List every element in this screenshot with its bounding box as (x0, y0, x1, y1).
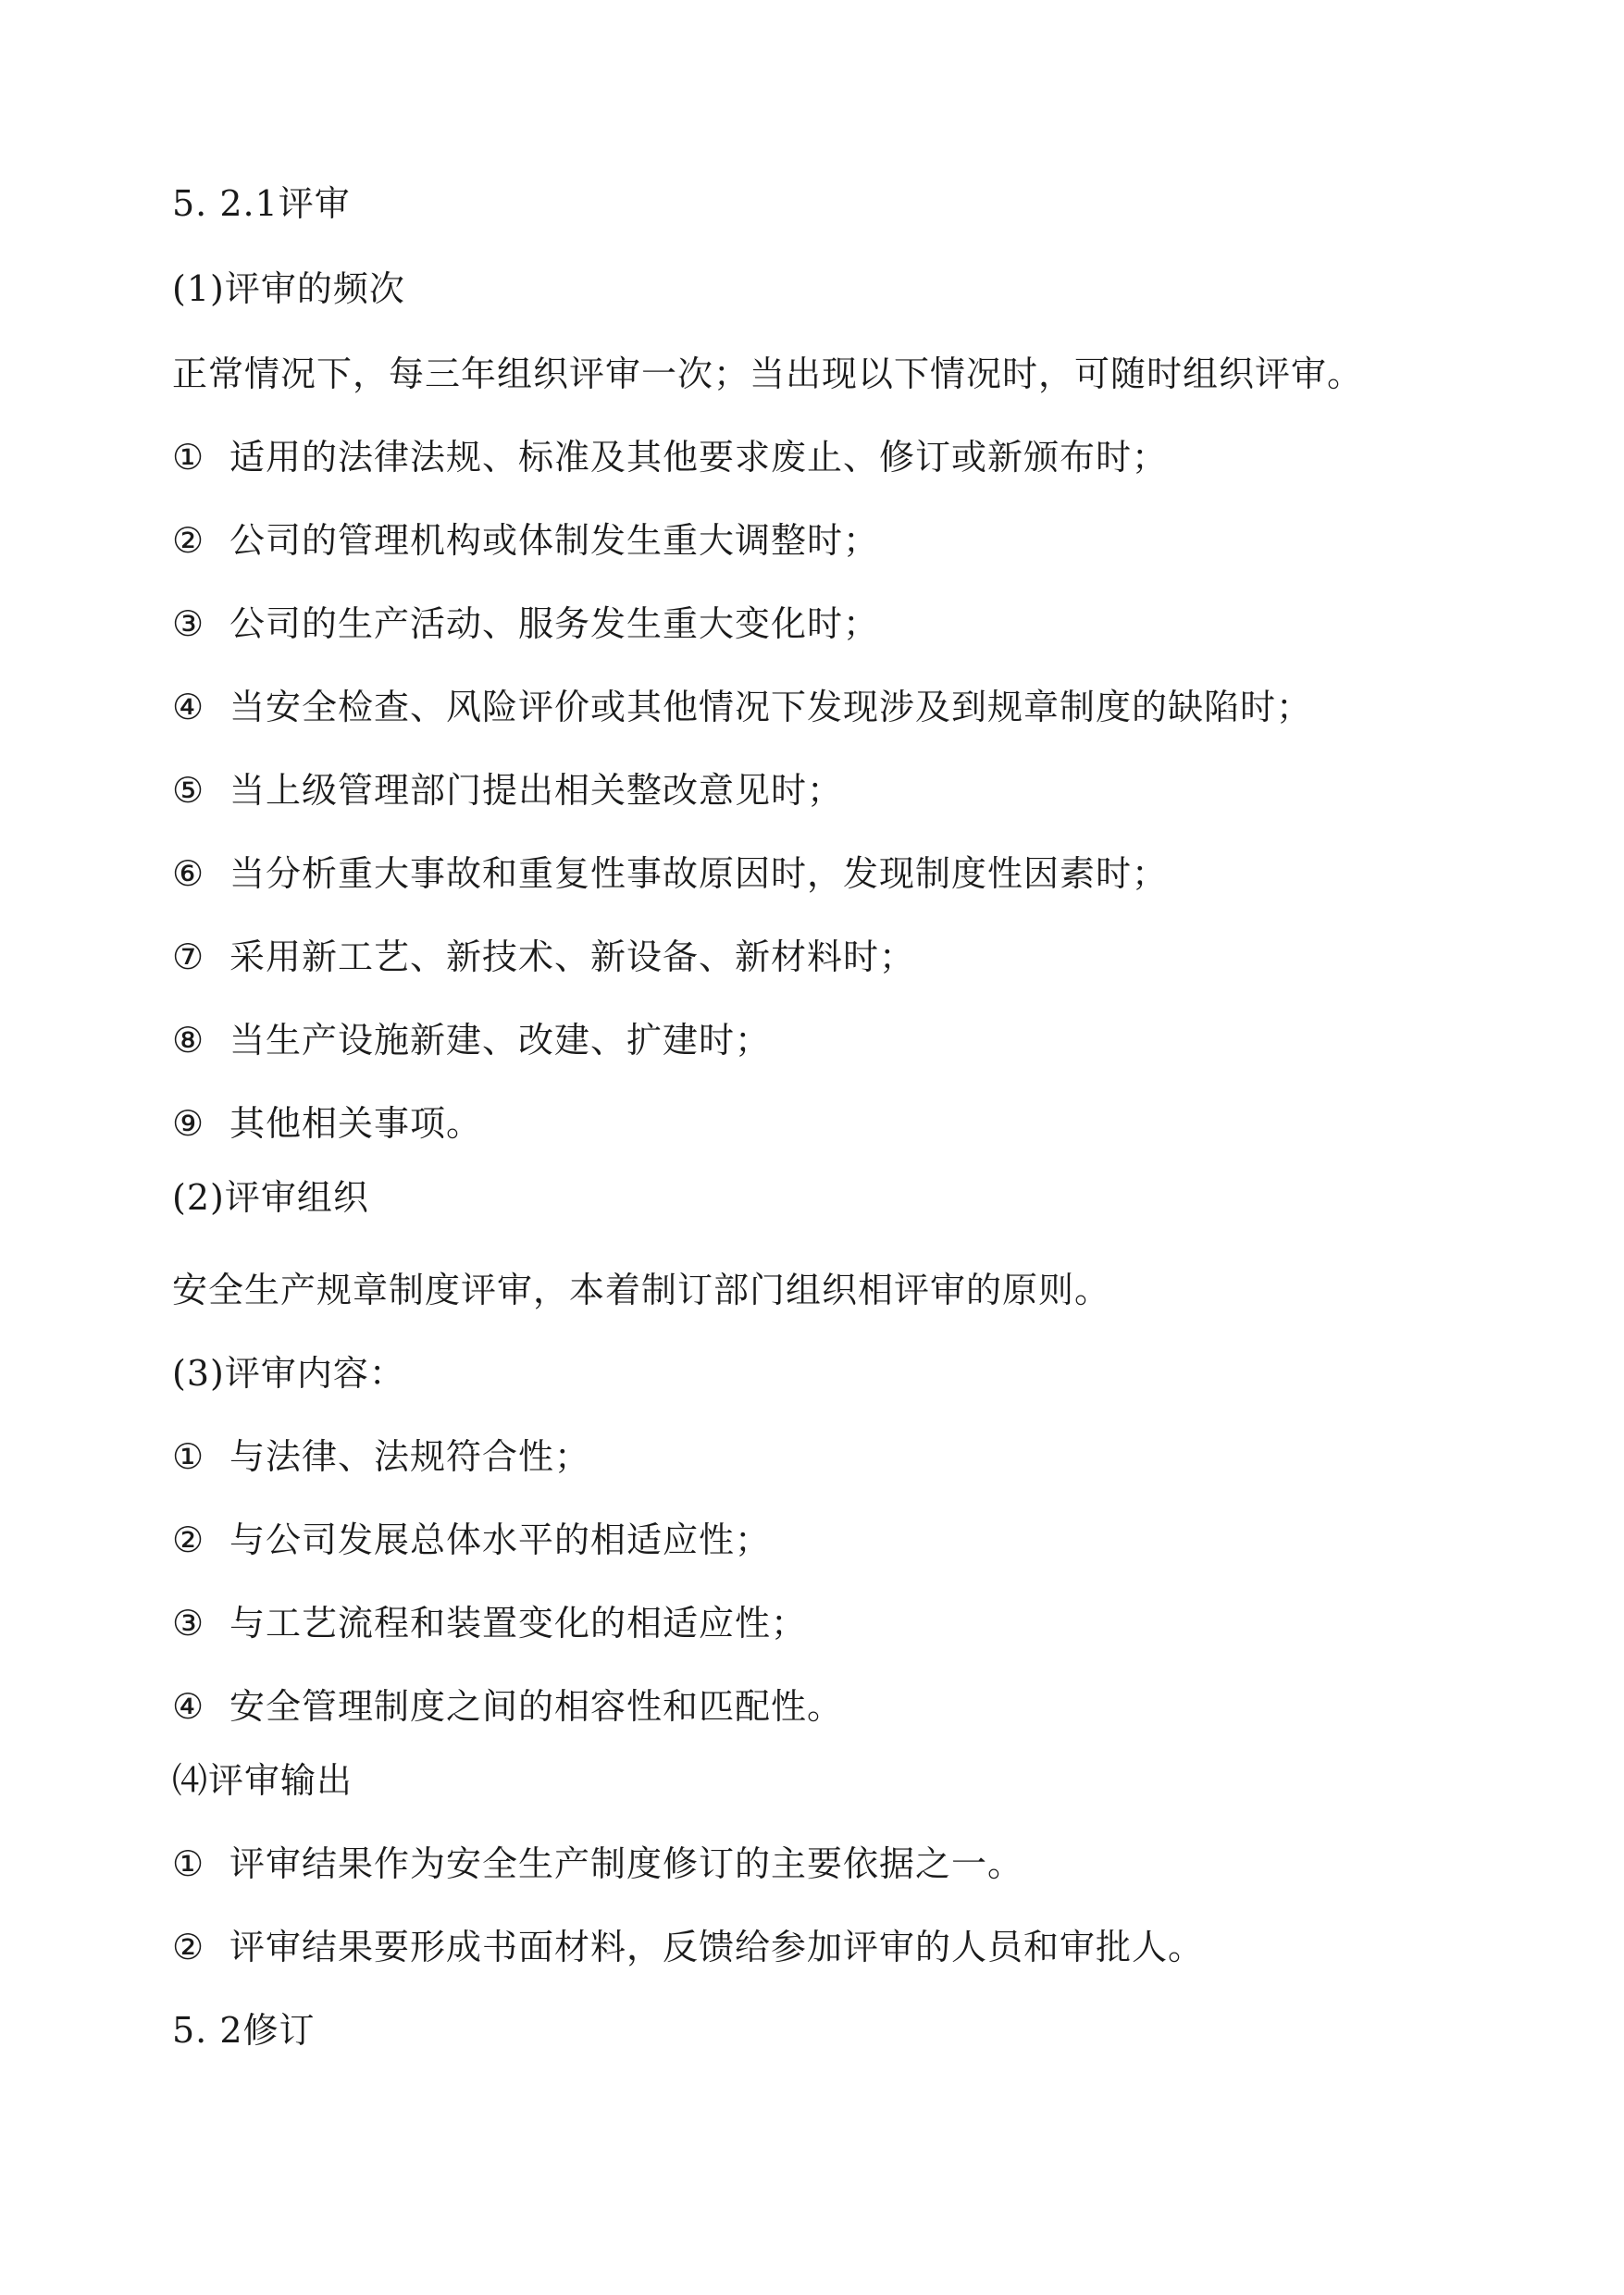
list-number: ⑧ (172, 1020, 205, 1061)
list-text: 评审结果要形成书面材料，反馈给参加评审的人员和审批人。 (229, 1927, 1205, 1967)
list-number: ③ (172, 603, 205, 644)
list-item (172, 851, 1168, 896)
list-number: ② (172, 1520, 205, 1560)
list-item (172, 1684, 843, 1729)
list-text: 当安全检查、风险评价或其他情况下发现涉及到规章制度的缺陷时； (229, 687, 1313, 727)
list-text: 与公司发展总体水平的相适应性； (229, 1520, 772, 1560)
list-number: ① (172, 1436, 205, 1477)
list-text: 公司的管理机构或体制发生重大调整时； (229, 520, 880, 561)
frequency-heading: (1)评审的频次 (172, 268, 405, 309)
list-number: ④ (172, 687, 205, 727)
list-item (172, 1101, 482, 1146)
list-item (172, 602, 879, 646)
list-item (172, 1434, 590, 1479)
output-heading: ⑷评审输出 (172, 1760, 353, 1801)
revision-heading: 5. 2修订 (172, 2010, 316, 2051)
list-item (172, 1601, 807, 1645)
organization-text: 安全生产规章制度评审，本着制订部门组织相评审的原则。 (172, 1270, 1111, 1310)
list-text: 公司的生产活动、服务发生重大变化时； (229, 603, 880, 644)
list-number: ① (172, 437, 205, 478)
list-number: ⑤ (172, 770, 205, 811)
list-text: 采用新工艺、新技术、新设备、新材料时； (229, 937, 916, 977)
list-text: 当上级管理部门提出相关整改意见时； (229, 770, 844, 811)
list-item (172, 935, 915, 979)
section-heading: 5. 2.1评审 (172, 183, 351, 224)
list-item (172, 1925, 1204, 1969)
list-text: 其他相关事项。 (229, 1103, 483, 1144)
list-text: 当分析重大事故和重复性事故原因时，发现制度性因素时； (229, 853, 1169, 894)
list-number: ② (172, 520, 205, 561)
list-number: ① (172, 1843, 205, 1884)
list-item (172, 1842, 1023, 1886)
list-text: 适用的法律法规、标准及其他要求废止、修订或新颁布时； (229, 437, 1169, 478)
list-number: ⑥ (172, 853, 205, 894)
list-number: ⑨ (172, 1103, 205, 1144)
list-item (172, 768, 843, 813)
list-item (172, 435, 1168, 479)
list-number: ② (172, 1927, 205, 1967)
list-text: 安全管理制度之间的相容性和匹配性。 (229, 1686, 844, 1727)
list-number: ③ (172, 1603, 205, 1644)
content-heading: (3)评审内容： (172, 1353, 405, 1394)
list-text: 与工艺流程和装置变化的相适应性； (229, 1603, 808, 1644)
list-text: 当生产设施新建、改建、扩建时； (229, 1020, 772, 1061)
list-number: ④ (172, 1686, 205, 1727)
list-item (172, 518, 879, 563)
organization-heading: (2)评审组织 (172, 1177, 369, 1218)
list-text: 与法律、法规符合性； (229, 1436, 591, 1477)
list-item (172, 1518, 771, 1562)
list-item (172, 685, 1312, 729)
list-number: ⑦ (172, 937, 205, 977)
list-item (172, 1018, 771, 1062)
frequency-intro: 正常情况下，每三年组织评审一次；当出现以下情况时，可随时组织评审。 (172, 354, 1364, 394)
list-text: 评审结果作为安全生产制度修订的主要依据之一。 (229, 1843, 1024, 1884)
